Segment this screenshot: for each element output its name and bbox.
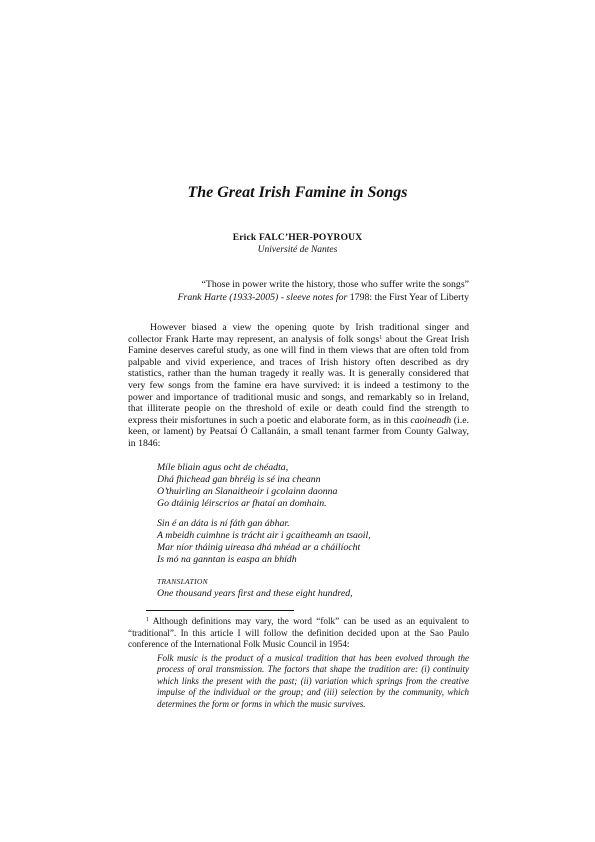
term-caoineadh: caoineadh bbox=[410, 414, 452, 426]
poem-stanza-1 bbox=[157, 462, 469, 510]
body-text-run: (i.e. keen, or lament) by Peatsaí Ó Callanáin, a small tenant farmer from County Galway, in 1846: bbox=[128, 414, 469, 449]
footnote-number: 1 bbox=[146, 617, 149, 623]
footnote-text bbox=[128, 616, 469, 651]
poem-line: O’thuirling an Slanaitheoir i gcolainn daonna bbox=[157, 486, 338, 497]
body-text bbox=[128, 322, 469, 450]
footnote-reference[interactable]: 1 bbox=[379, 334, 383, 341]
epigraph-quote: “Those in power write the history, those who suffer write the songs” bbox=[201, 279, 469, 290]
body-text-run: about the Great Irish Famine deserves careful study, as one will find in them views that are often told from palpable and vivid experience, and traces of Irish history often described as dry statistics, rather than the human tragedy it really was. It is generally considered that very few songs from the famine era have survived: it is indeed a testimony to the power and importance of traditional music and songs, and remarkably so in Ireland, that illiterate people on the threshold of exile or death could find the strength to express their misfortunes in such a poetic and elaborate form, as in this bbox=[128, 333, 469, 426]
poem-line: A mbeidh cuimhne is trácht air i gcaitheamh an tsaoil, bbox=[157, 530, 371, 541]
body-paragraph bbox=[128, 322, 469, 450]
footnote bbox=[128, 616, 469, 651]
poem-line: Sin é an dáta is ní fáth gan ábhar. bbox=[157, 518, 290, 529]
epigraph bbox=[120, 279, 469, 304]
poem-line: Is mó na ganntan is easpa an bhídh bbox=[157, 554, 297, 565]
poem-line: Dhá fhichead gan bhréig is sé ina cheann bbox=[157, 474, 321, 485]
poem-stanza-2 bbox=[157, 518, 469, 566]
epigraph-source-album: 1798: the First Year of Liberty bbox=[347, 291, 469, 303]
translation-line: One thousand years first and these eight hundred, bbox=[157, 588, 353, 599]
paper-title: The Great Irish Famine in Songs bbox=[187, 184, 408, 201]
translation-label: TRANSLATION bbox=[157, 577, 208, 586]
author-affiliation: Université de Nantes bbox=[257, 245, 338, 255]
footnote-text-run: Although definitions may vary, the word “folk” can be used as an equivalent to “traditional”. In this article I will follow the definition decided upon at the Sao Paulo conference of the International Folk Music Council in 1954: bbox=[128, 616, 469, 649]
poem-line: Míle bliain agus ocht de chéadta, bbox=[157, 462, 289, 473]
poem-line: Go dtáinig léirscrios ar fhataí an domhain. bbox=[157, 498, 327, 509]
footnote-quote: Folk music is the product of a musical tradition that has been evolved through the process of oral transmission. The factors that shape the tradition are: (i) continuity which links the present with the past; (ii) variation which springs from the creative impulse of the individual or the group; and (iii) selection by the community, which determines the form or forms in which the music survives. bbox=[157, 653, 469, 709]
body-text-run: However biased a view the opening quote by Irish traditional singer and collector Frank Harte may represent, an analysis of folk songs bbox=[128, 322, 469, 345]
epigraph-source-author: Frank Harte (1933-2005) - sleeve notes for bbox=[177, 291, 348, 303]
poem-line: Mar níor tháinig uireasa dhá mhéad ar a cháilíocht bbox=[157, 542, 361, 553]
footnote-divider bbox=[146, 610, 294, 611]
epigraph-source bbox=[120, 292, 469, 305]
author-name: Erick FALC’HER-POYROUX bbox=[232, 233, 363, 243]
